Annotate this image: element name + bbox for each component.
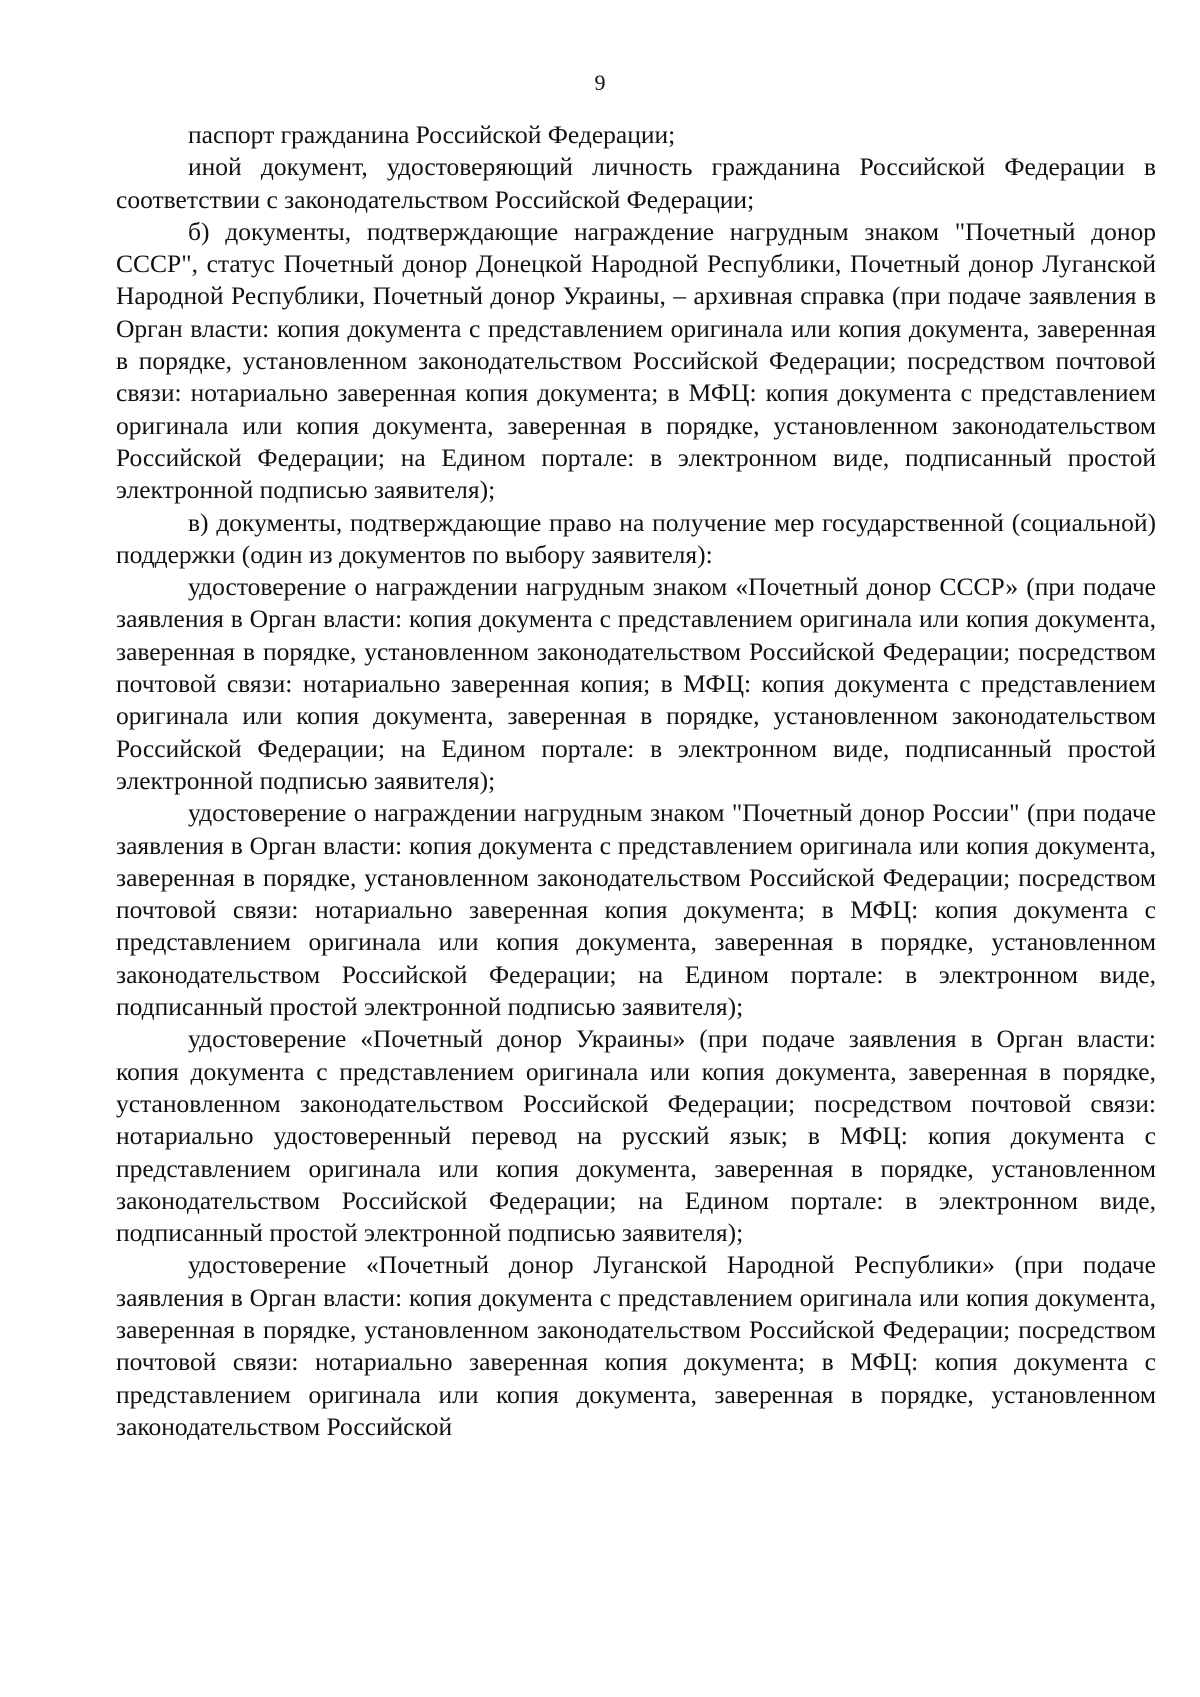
paragraph-passport: паспорт гражданина Российской Федерации;	[188, 120, 676, 149]
document-body	[116, 119, 1156, 1443]
page-number: 9	[594, 70, 606, 95]
paragraph-certificate-ussr-donor: удостоверение о награждении нагрудным знаком «Почетный донор СССР» (при подаче заявления в Орган власти: копия документа с представлением оригинала или копия документа, заверенная в порядке, установленном законодательством Российской Федерации; посредством почтовой связи: нотариально заверенная копия; в МФЦ: копия документа с представлением оригинала или копия документа, заверенная в порядке, установленном законодательством Российской Федерации; на Едином портале: в электронном виде, подписанный простой электронной подписью заявителя);	[116, 572, 1156, 795]
paragraph-v-support-documents: в) документы, подтверждающие право на получение мер государственной (социальной) поддержки (один из документов по выбору заявителя):	[116, 507, 1156, 569]
paragraph-other-id-document: иной документ, удостоверяющий личность гражданина Российской Федерации в соответствии с законодательством Российской Федерации;	[116, 152, 1156, 214]
paragraph-certificate-russia-donor: удостоверение о награждении нагрудным знаком "Почетный донор России" (при подаче заявления в Орган власти: копия документа с представлением оригинала или копия документа, заверенная в порядке, установленном законодательством Российской Федерации; посредством почтовой связи: нотариально заверенная копия документа; в МФЦ: копия документа с представлением оригинала или копия документа, заверенная в порядке, установленном законодательством Российской Федерации; на Едином портале: в электронном виде, подписанный простой электронной подписью заявителя);	[116, 798, 1156, 1022]
paragraph-certificate-ukraine-donor: удостоверение «Почетный донор Украины» (при подаче заявления в Орган власти: копия документа с представлением оригинала или копия документа, заверенная в порядке, установленном законодательством Российской Федерации; посредством почтовой связи: нотариально удостоверенный перевод на русский язык; в МФЦ: копия документа с представлением оригинала или копия документа, заверенная в порядке, установленном законодательством Российской Федерации; на Едином портале: в электронном виде, подписанный простой электронной подписью заявителя);	[116, 1024, 1156, 1248]
paragraph-b-award-documents: б) документы, подтверждающие награждение нагрудным знаком "Почетный донор СССР", статус Почетный донор Донецкой Народной Республики, Почетный донор Луганской Народной Республики, Почетный донор Украины, – архивная справка (при подаче заявления в Орган власти: копия документа с представлением оригинала или копия документа, заверенная в порядке, установленном законодательством Российской Федерации; посредством почтовой связи: нотариально заверенная копия документа; в МФЦ: копия документа с представлением оригинала или копия документа, заверенная в порядке, установленном законодательством Российской Федерации; на Едином портале: в электронном виде, подписанный простой электронной подписью заявителя);	[116, 216, 1156, 505]
paragraph-certificate-lugansk-donor: удостоверение «Почетный донор Луганской Народной Республики» (при подаче заявления в Орган власти: копия документа с представлением оригинала или копия документа, заверенная в порядке, установленном законодательством Российской Федерации; посредством почтовой связи: нотариально заверенная копия документа; в МФЦ: копия документа с представлением оригинала или копия документа, заверенная в порядке, установленном законодательством Российской	[116, 1250, 1156, 1441]
